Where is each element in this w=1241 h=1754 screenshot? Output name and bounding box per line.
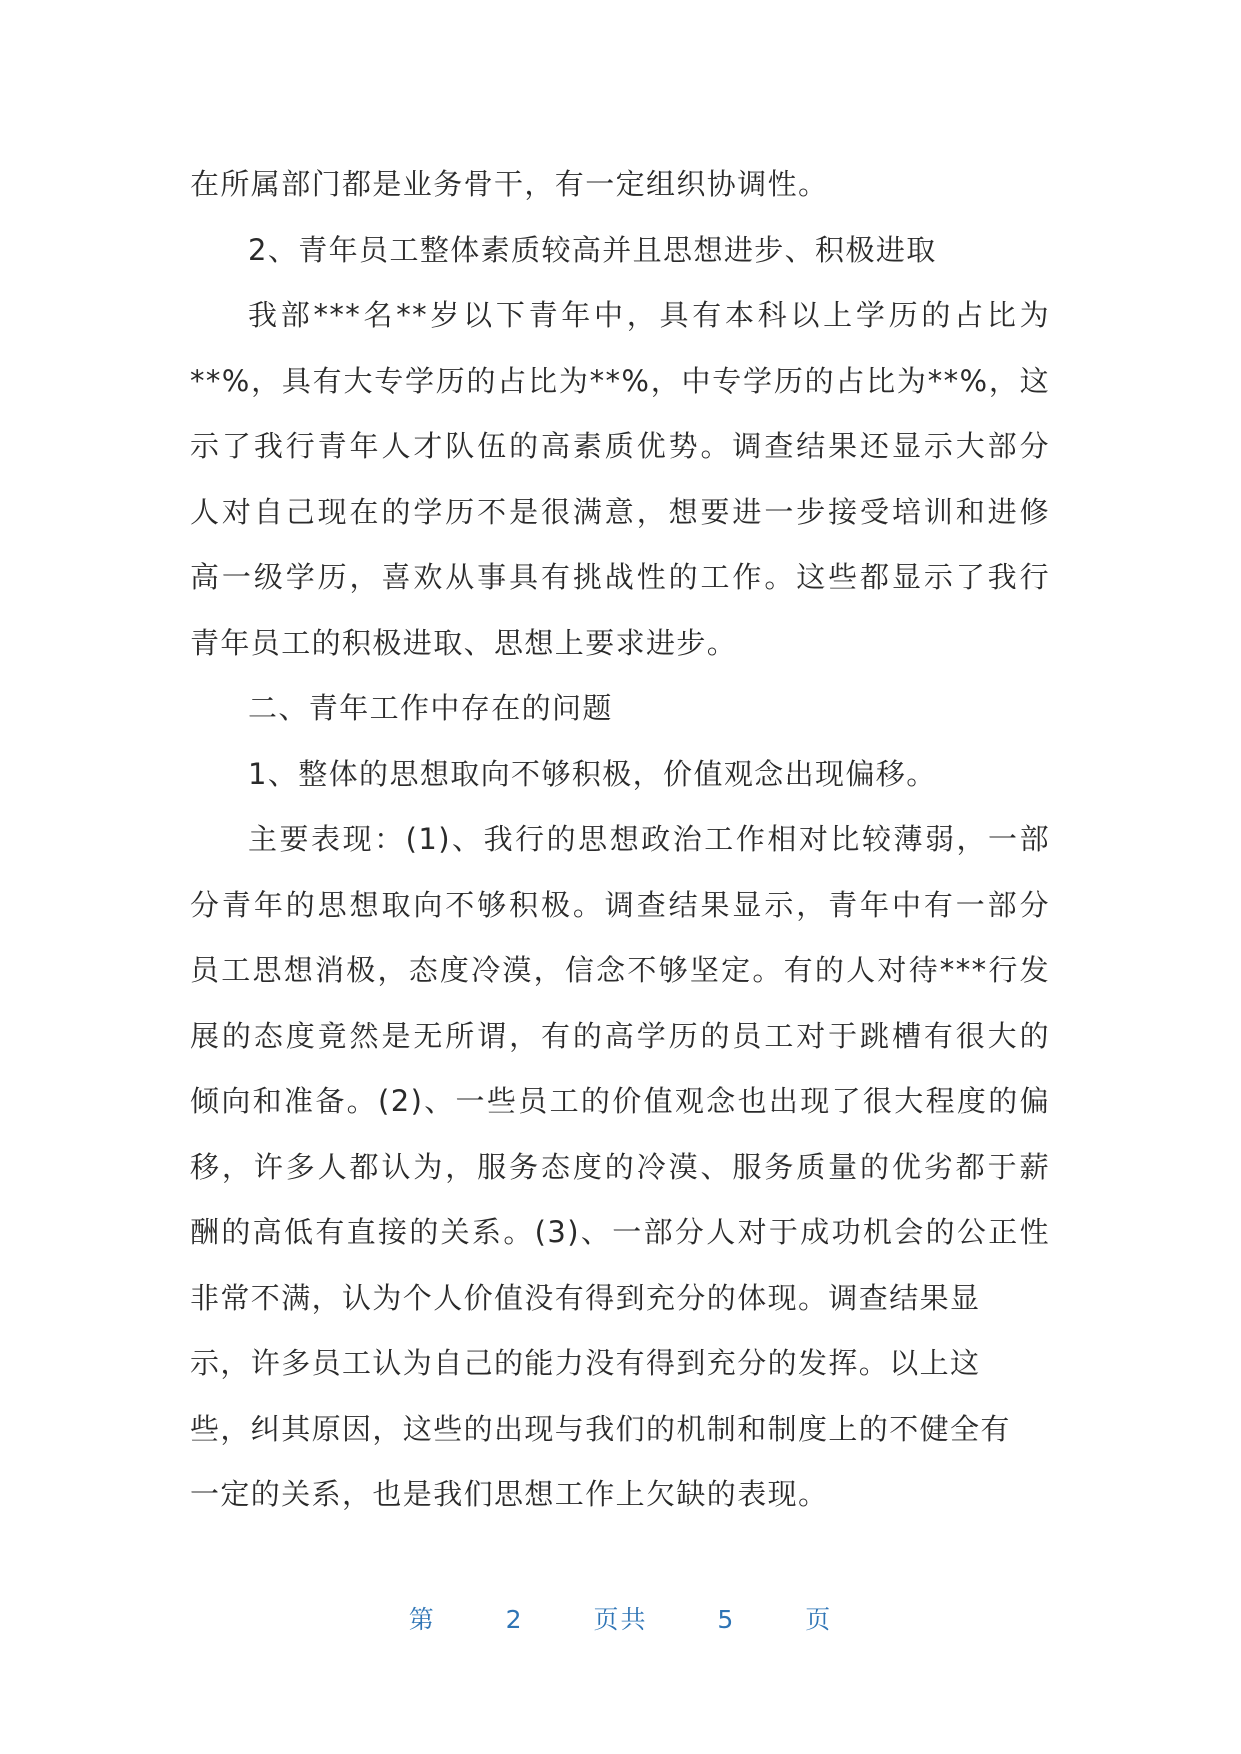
text-line: 示了我行青年人才队伍的高素质优势。调查结果还显示大部分 — [190, 429, 1050, 463]
footer-prefix: 第 — [408, 1605, 436, 1634]
text-line: 示，许多员工认为自己的能力没有得到充分的发挥。以上这 — [190, 1346, 981, 1380]
footer-middle: 页共 — [593, 1605, 648, 1634]
text-line: 展的态度竟然是无所谓，有的高学历的员工对于跳槽有很大的 — [190, 1018, 1050, 1053]
text-line: 人对自己现在的学历不是很满意，想要进一步接受培训和进修 — [190, 494, 1050, 529]
body-text — [190, 152, 1050, 1528]
section-subheading: 2、青年员工整体素质较高并且思想进步、积极进取 — [248, 232, 937, 267]
total-pages-number: 5 — [717, 1605, 736, 1634]
current-page-number: 2 — [505, 1605, 524, 1634]
text-line: 非常不满，认为个人价值没有得到充分的体现。调查结果显 — [190, 1280, 981, 1315]
text-line: 青年员工的积极进取、思想上要求进步。 — [190, 625, 738, 660]
page-footer — [0, 1600, 1241, 1636]
text-line: 分青年的思想取向不够积极。调查结果显示，青年中有一部分 — [190, 887, 1050, 922]
text-line: 高一级学历，喜欢从事具有挑战性的工作。这些都显示了我行 — [190, 560, 1050, 594]
text-line: 在所属部门都是业务骨干，有一定组织协调性。 — [190, 167, 829, 201]
text-line: 倾向和准备。(2)、一些员工的价值观念也出现了很大程度的偏 — [190, 1084, 1050, 1118]
text-line: 移，许多人都认为，服务态度的冷漠、服务质量的优劣都于薪 — [190, 1149, 1050, 1184]
text-line: 员工思想消极，态度冷漠，信念不够坚定。有的人对待***行发 — [190, 953, 1050, 987]
text-line: 酬的高低有直接的关系。(3)、一部分人对于成功机会的公正性 — [190, 1215, 1050, 1249]
text-line: 主要表现：(1)、我行的思想政治工作相对比较薄弱，一部 — [248, 822, 1050, 856]
text-line: 些，纠其原因，这些的出现与我们的机制和制度上的不健全有 — [190, 1411, 1011, 1446]
text-line: **%，具有大专学历的占比为**%，中专学历的占比为**%，这 — [190, 363, 1050, 398]
section-heading: 二、青年工作中存在的问题 — [248, 691, 613, 725]
text-line: 我部***名**岁以下青年中，具有本科以上学历的占比为 — [248, 298, 1050, 332]
section-subheading: 1、整体的思想取向不够积极，价值观念出现偏移。 — [248, 756, 937, 791]
footer-suffix: 页 — [805, 1605, 833, 1634]
text-line: 一定的关系，也是我们思想工作上欠缺的表现。 — [190, 1477, 829, 1511]
